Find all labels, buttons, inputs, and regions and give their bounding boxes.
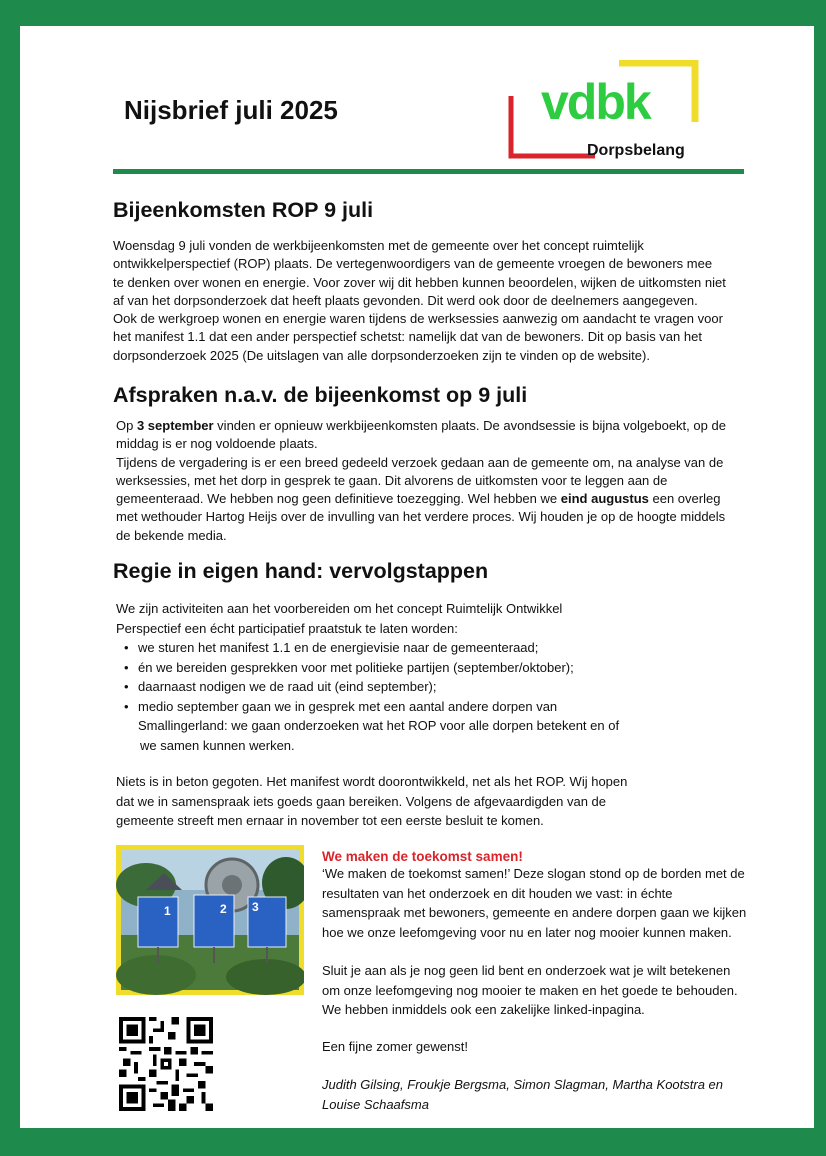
rop-line: dorpsonderzoek 2025 (De uitslagen van alle dorpsonderzoeken zijn te vinden op de website). (113, 347, 650, 363)
logo-wordmark: vdbk (541, 74, 650, 130)
samen-paragraph-1: ‘We maken de toekomst samen!’ Deze slogan stond op de borden met de resultaten van het onderzoek en dit houden we vast: in échte samenspraak met bewoners, gemeente en andere dorpen gaan we kijken hoe we onze leefomgeving voor nu en later nog mooier kunnen maken. (322, 866, 747, 940)
afspraken-line: de bekende media. (116, 527, 227, 543)
afspraken-line: Tijdens de vergadering is er een breed gedeeld verzoek gedaan aan de gemeente om, na analyse van de (116, 454, 724, 470)
vdbk-logo (507, 60, 699, 160)
list-item: • medio september gaan we in gesprek met een aantal andere dorpen van Smallingerland: we gaan onderzoeken wat het ROP voor alle dorpen betekent en of we samen kunnen werken. (116, 697, 736, 756)
list-item: • daarnaast nodigen we de raad uit (eind september); (116, 677, 736, 697)
afspraken-line: Op 3 september vinden er opnieuw werkbijeenkomsten plaats. De avondsessie is bijna volgeboekt, op de (116, 418, 726, 433)
rop-line: te denken over wonen en energie. Voor zover wij dit hebben kunnen beoordelen, wijken de uitkomsten niet (113, 274, 726, 290)
qr-code[interactable] (119, 1017, 213, 1111)
sign-number: 3 (252, 900, 259, 914)
regie-bullet-list (116, 638, 736, 755)
date-highlight: eind augustus (560, 491, 649, 507)
afspraken-line: met wethouder Hartog Heijs over de invulling van het verdere proces. Wij houden je op de hoogte middels (116, 509, 726, 525)
rop-line: Ook de werkgroep wonen en energie waren tijdens de werksessies aanwezig om aandacht te vragen voor (113, 311, 723, 327)
closing-wish: Een fijne zomer gewenst! (322, 1039, 468, 1054)
rop-line: af van het dorpsonderzoek dat heeft plaats gevonden. Dit werd ook door de deelnemers aangegeven. (113, 292, 698, 308)
heading-regie: Regie in eigen hand: vervolgstappen (113, 559, 489, 583)
afspraken-line: middag is er nog voldoende plaats. (116, 436, 318, 452)
heading-afspraken: Afspraken n.a.v. de bijeenkomst op 9 juli (113, 383, 528, 407)
rop-paragraph (113, 237, 726, 365)
photo-outdoor-signs (116, 845, 304, 995)
afspraken-line: werksessies, met het dorp in gesprek te gaan. Dit alvorens de uitkomsten voor te leggen aan de (116, 472, 668, 488)
rop-line: ontwikkelperspectief (ROP) plaats. De vertegenwoordigers van de gemeente vroegen de bewoners mee (113, 256, 713, 272)
rop-line: het manifest 1.1 dat een ander perspectief schetst: namelijk dat van de bewoners. Dit op basis van het (113, 329, 702, 345)
heading-bijeenkomsten: Bijeenkomsten ROP 9 juli (113, 198, 374, 222)
afspraken-line: gemeenteraad. We hebben nog geen definitieve toezegging. Wel hebben we eind augustus een overleg (116, 491, 721, 507)
slogan-heading: We maken de toekomst samen! (322, 849, 523, 864)
samen-paragraph-2: Sluit je aan als je nog geen lid bent en onderzoek wat je wilt betekenen om onze leefomgeving nog mooier te maken en het goede te behouden. We hebben inmiddels ook een zakelijke linked-inpagina. (322, 963, 738, 1017)
list-item: • én we bereiden gesprekken voor met politieke partijen (september/oktober); (116, 658, 736, 678)
regie-outro: Niets is in beton gegoten. Het manifest wordt doorontwikkeld, net als het ROP. Wij hopen dat we in samenspraak iets goeds gaan bereiken. Volgens de afgevaardigden van de gemeente streeft men ernaar in november tot een eerste besluit te komen. (116, 774, 628, 828)
newsletter-title: Nijsbrief juli 2025 (124, 95, 338, 125)
header-divider (113, 169, 744, 174)
regie-intro: We zijn activiteiten aan het voorbereiden om het concept Ruimtelijk Ontwikkel Perspectief een écht participatief praatstuk te laten worden: (116, 601, 563, 636)
afspraken-paragraph (116, 417, 726, 545)
photo-frame (116, 845, 304, 995)
signature: Judith Gilsing, Froukje Bergsma, Simon Slagman, Martha Kootstra en Louise Schaafsma (322, 1077, 724, 1112)
rop-line: Woensdag 9 juli vonden de werkbijeenkomsten met de gemeente over het concept ruimtelijk (113, 238, 644, 253)
sign-number: 2 (220, 902, 227, 916)
date-highlight: 3 september (136, 418, 214, 433)
logo-subtitle: Dorpsbelang (587, 142, 685, 159)
list-item: • we sturen het manifest 1.1 en de energievisie naar de gemeenteraad; (116, 638, 736, 658)
sign-number: 1 (164, 904, 171, 918)
